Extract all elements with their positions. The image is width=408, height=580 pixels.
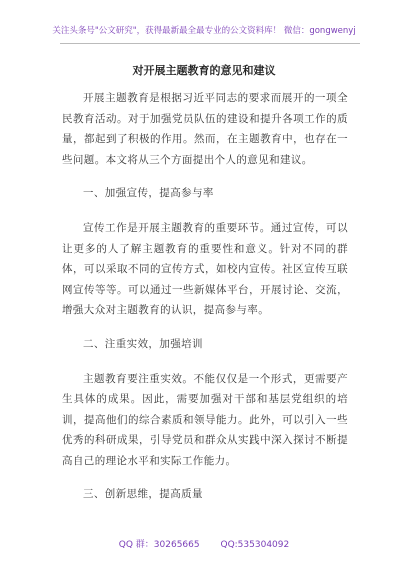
section-heading-1: 一、加强宣传，提高参与率 <box>83 187 214 199</box>
paragraph-training: 主题教育要注重实效。不能仅仅是一个形式，更需要产生具体的成果。因此，需要加强对干部和基层党组织的培训，提高他们的综合素质和领导能力。此外，可以引入一些优秀的科研成果，引导党员和群众从实践中深入探讨不断提高自己的理论水平和实际工作能力。 <box>62 372 348 467</box>
header-divider <box>60 43 360 44</box>
paragraph-intro: 开展主题教育是根据习近平同志的要求而展开的一项全民教育活动。对于加强党员队伍的建设和提升各项工作的质量，都起到了积极的作用。然而，在主题教育中，也存在一些问题。本文将从三个方面提出个人的意见和建议。 <box>62 92 348 166</box>
footer-contact <box>0 537 408 550</box>
footer-qq-group: QQ 群：30265665 <box>118 540 200 550</box>
document-body <box>62 88 348 519</box>
document-title: 对开展主题教育的意见和建议 <box>132 64 276 77</box>
paragraph-publicity: 宣传工作是开展主题教育的重要环节。通过宣传，可以让更多的人了解主题教育的重要性和意义。针对不同的群体，可以采取不同的宣传方式，如校内宣传。社区宣传互联网宣传等等。可以通过一些新媒体平台，开展讨论、交流，增强大众对主题教育的认识，提高参与率。 <box>62 222 348 316</box>
section-heading-2: 二、注重实效，加强培训 <box>83 337 203 350</box>
footer-qq-number: QQ:535304092 <box>220 540 290 550</box>
section-heading-3: 三、创新思维，提高质量 <box>83 488 203 500</box>
header-notice: 关注头条号"公文研究"，获得最新最全最专业的公文资料库！ 微信：gongwenyj <box>52 26 356 36</box>
